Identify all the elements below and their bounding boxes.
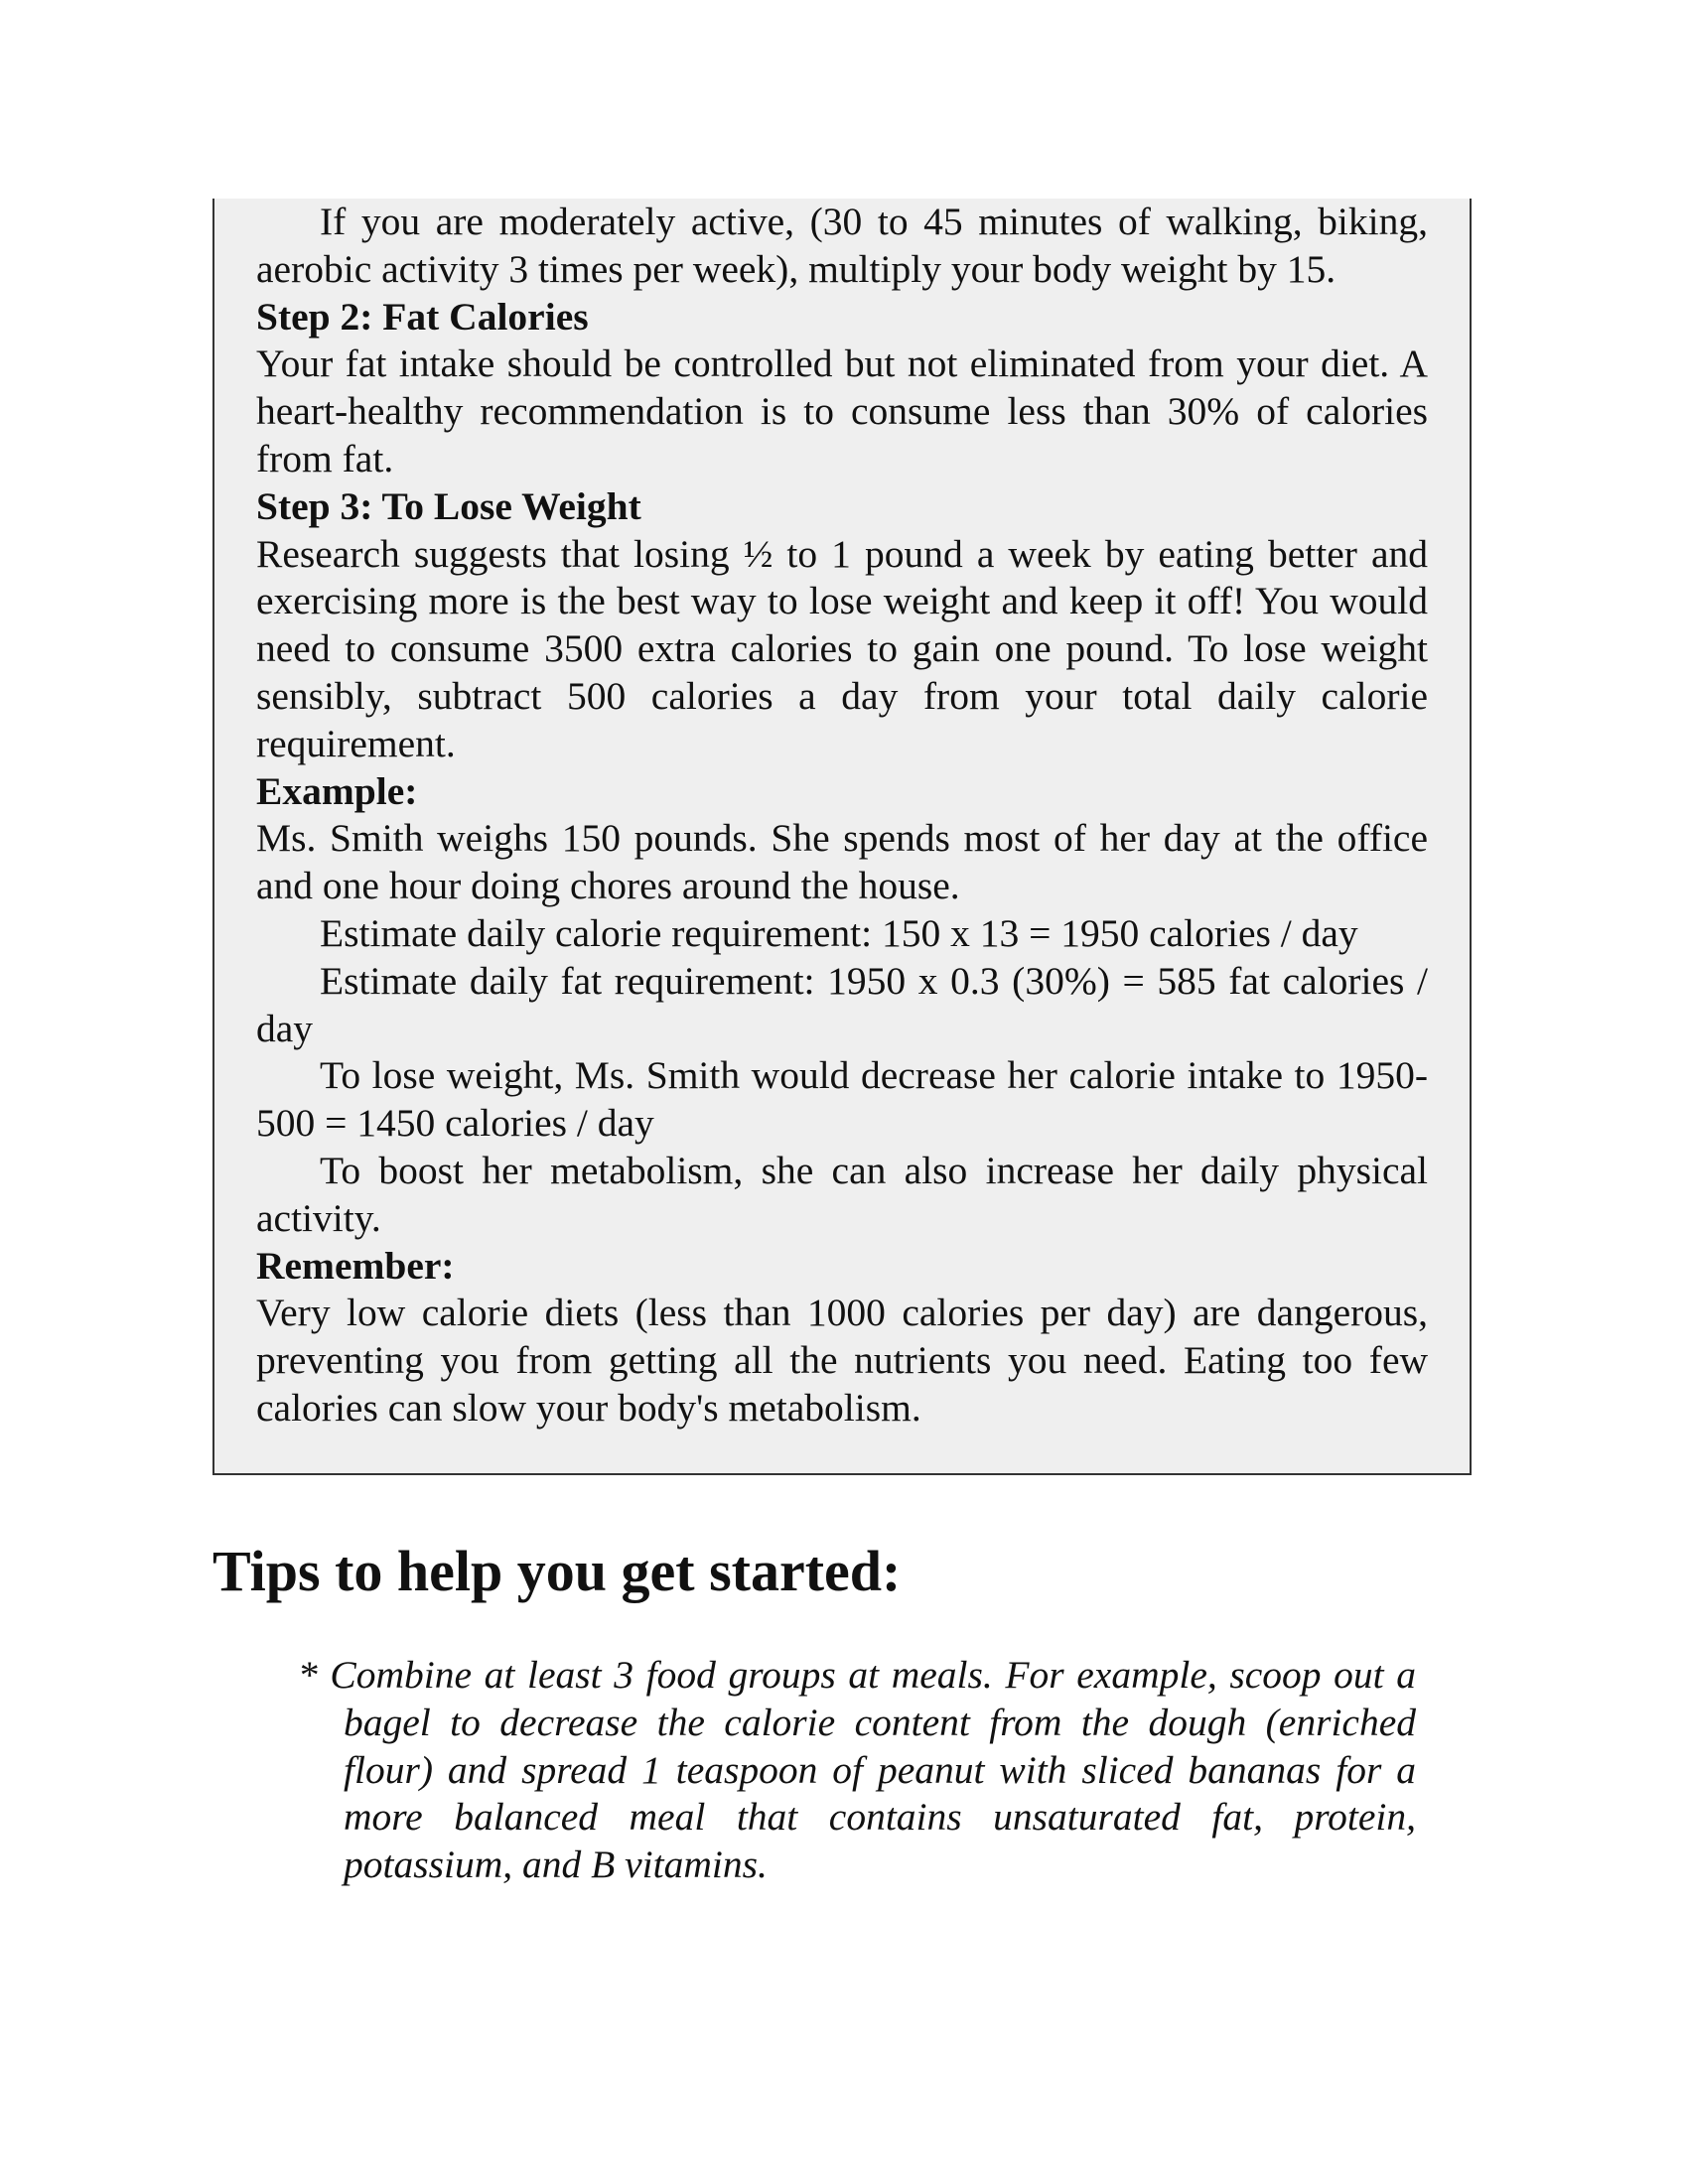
tip-item: * Combine at least 3 food groups at meals. For example, scoop out a bagel to decrease the calorie content from the dough (enriched flour) and spread 1 teaspoon of peanut with sliced bananas for a more balanced meal that contains unsaturated fat, protein, potassium, and B vitamins. — [298, 1653, 1416, 1887]
step2-text: Your fat intake should be controlled but not eliminated from your diet. A heart-healthy recommendation is to consume less than 30% of calories from fat. — [256, 341, 1428, 480]
step2-heading: Step 2: Fat Calories — [256, 294, 589, 339]
remember-text: Very low calorie diets (less than 1000 calories per day) are dangerous, preventing you from getting all the nutrients you need. Eating too few calories can slow your body's metabolism. — [256, 1291, 1428, 1430]
example-calorie-line: Estimate daily calorie requirement: 150 x 13 = 1950 calories / day — [320, 910, 1358, 955]
tips-title: Tips to help you get started: — [212, 1539, 902, 1603]
example-boost-line: To boost her metabolism, she can also increase her daily physical activity. — [256, 1148, 1428, 1240]
example-heading: Example: — [256, 768, 418, 813]
example-text: Ms. Smith weighs 150 pounds. She spends most of her day at the office and one hour doing chores around the house. — [256, 816, 1428, 908]
activity-multiplier-paragraph: If you are moderately active, (30 to 45 minutes of walking, biking, aerobic activity 3 times per week), multiply your body weight by 15. — [256, 200, 1428, 291]
example-fat-line: Estimate daily fat requirement: 1950 x 0.3 (30%) = 585 fat calories / day — [256, 958, 1428, 1050]
calorie-guide-box — [212, 199, 1472, 1475]
example-lose-line: To lose weight, Ms. Smith would decrease her calorie intake to 1950-500 = 1450 calories / day — [256, 1053, 1428, 1146]
remember-heading: Remember: — [256, 1243, 455, 1288]
calorie-guide-content — [256, 199, 1428, 1433]
step3-text: Research suggests that losing ½ to 1 pound a week by eating better and exercising more is the best way to lose weight and keep it off! You would need to consume 3500 extra calories to gain one pound. To lose weight sensibly, subtract 500 calories a day from your total daily calorie requirement. — [256, 531, 1428, 765]
step3-heading: Step 3: To Lose Weight — [256, 483, 641, 528]
